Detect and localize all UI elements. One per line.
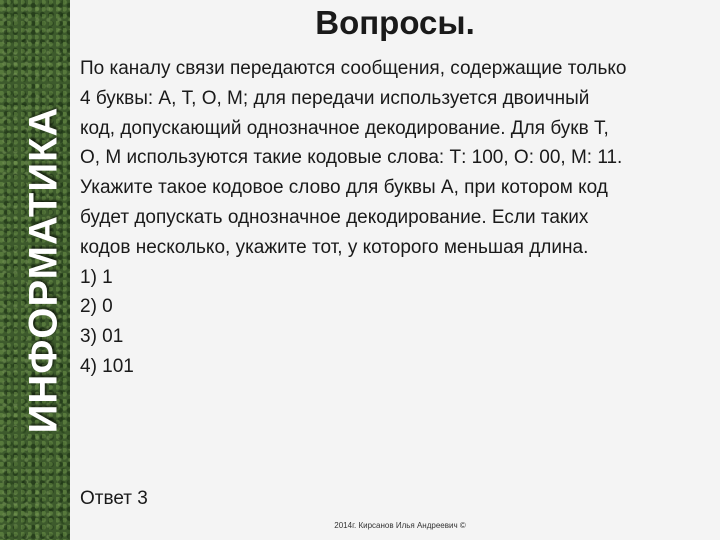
answer-text: Ответ 3 [80, 488, 148, 509]
question-line: Укажите такое кодовое слово для буквы А, при котором код [80, 177, 608, 199]
answer-option-4: 4) 101 [80, 355, 134, 377]
answer-option-1: 1) 1 [80, 266, 113, 288]
question-line: О, М используются такие кодовые слова: Т: 100, О: 00, М: 11. [80, 147, 623, 169]
sidebar-banner [0, 0, 70, 540]
question-line: По каналу связи передаются сообщения, содержащие только [80, 58, 627, 79]
answer-option-2: 2) 0 [80, 296, 113, 318]
question-line: 4 буквы: А, Т, О, М; для передачи используется двоичный [80, 87, 590, 109]
question-line: будет допускать однозначное декодирование. Если таких [80, 206, 589, 228]
page-title: Вопросы. [315, 4, 475, 41]
question-line: код, допускающий однозначное декодирование. Для букв Т, [80, 117, 609, 139]
footer-copyright: 2014г. Кирсанов Илья Андреевич © [334, 521, 466, 530]
sidebar-title: ИНФОРМАТИКА [21, 106, 66, 434]
question-line: кодов несколько, укажите тот, у которого меньшая длина. [80, 236, 589, 258]
answer-option-3: 3) 01 [80, 326, 124, 348]
question-text [80, 54, 720, 382]
